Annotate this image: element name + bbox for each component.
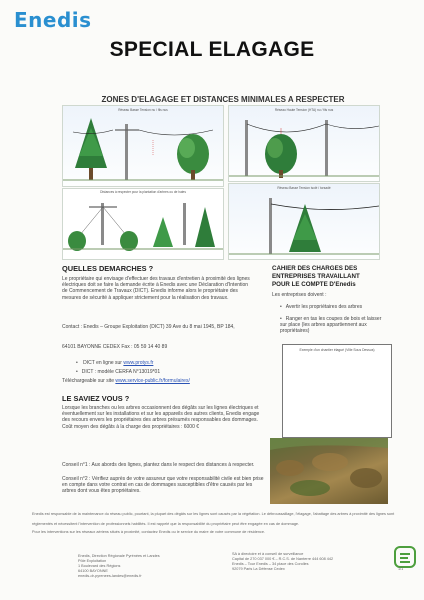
legal-line-3: Pour les interventions sur les réseaux aériens situés à proximité, contactez Enedis ou le service du maire de votre commune de résidence. — [32, 530, 265, 534]
panel-caption: Réseau Basse Tension isolé / torsadé — [277, 186, 331, 190]
footer-right-line: SA à directoire et à conseil de surveillance — [232, 552, 304, 556]
enedis-emblem-icon — [394, 546, 416, 568]
footer-right-line: Capital de 270 037 000 € – R.C.S. de Nanterre 444 608 442 — [232, 557, 334, 561]
panel-caption: Distances à respecter pour la plantation d'arbres ou de haies — [100, 190, 186, 194]
cahier-heading-1: CAHIER DES CHARGES DES — [272, 265, 358, 272]
service-public-link[interactable]: www.service-public.fr/formulaires/ — [115, 378, 190, 384]
photo-example-box — [282, 344, 392, 438]
page-title: SPECIAL ELAGAGE — [109, 38, 315, 61]
page-number: 1/1 — [398, 567, 404, 571]
dict-online-line — [76, 360, 256, 366]
enedis-logo: Enedis — [14, 8, 92, 32]
footer-left-line: Pôle Exploitation — [78, 559, 107, 563]
pole-icon — [101, 203, 104, 245]
tree-pole-illustration — [63, 106, 223, 186]
diagram-panel-low-voltage-insulated — [228, 183, 380, 260]
photo-texture — [270, 438, 388, 504]
footer-left-line: Enedis, Direction Régionale Pyrénées et Landes — [78, 554, 160, 558]
diagram-panel-planting-distances — [62, 188, 224, 260]
pruned-branches-photo — [270, 438, 388, 504]
legal-line-2: réglementés et nécessitent l'intervention de professionnels habilités. Il est rappelé que la responsabilité du propriétaire peut être engagée en cas de dommage. — [32, 522, 300, 526]
footer-left-line: enedis-dr-pyrenees-landes@enedis.fr — [78, 574, 142, 578]
pole-icon — [183, 203, 186, 245]
contact-line-1: Contact : Enedis – Groupe Exploitation (DICT) 39 Ave du 8 mai 1945, BP 184, — [62, 324, 235, 330]
dict-online-label: DICT en ligne sur — [83, 360, 122, 366]
pole-icon — [269, 198, 272, 254]
footer-right-line: Enedis – Tour Enedis – 34 place des Corolles — [232, 562, 309, 566]
download-line — [62, 378, 262, 384]
tree-pole-illustration — [229, 184, 379, 259]
footer-left-line: 64100 BAYONNE — [78, 569, 108, 573]
pine-tree-icon — [289, 204, 321, 252]
round-tree-icon — [177, 134, 209, 180]
cahier-intro: Les entreprises doivent : — [272, 292, 327, 298]
emblem-shape — [396, 548, 414, 566]
diagram-panel-high-voltage-bare — [228, 105, 380, 182]
panel-caption: Réseau Basse Tension nu / fils nus — [118, 108, 168, 112]
diagram-panel-low-voltage-bare — [62, 105, 224, 187]
tree-pole-illustration — [63, 189, 223, 259]
footer-left — [78, 554, 228, 579]
diagram-title: ZONES D'ELAGAGE ET DISTANCES MINIMALES A RESPECTER — [101, 95, 345, 104]
conseil-1: Conseil n°1 : Aux abords des lignes, plantez dans le respect des distances à respecter. — [62, 462, 255, 468]
contact-line-2: 64101 BAYONNE CEDEX Fax : 05 59 14 40 89 — [62, 344, 168, 350]
protys-link[interactable]: www.protys.fr — [123, 360, 154, 366]
saviez-heading: LE SAVIEZ VOUS ? — [62, 394, 130, 403]
saviez-paragraph: Lorsque les branches ou les arbres occasionnent des dégâts sur les lignes électriques et éventuellement sur les installations et sur les appareils des autres clients, Enedis engage des recours envers les propriétaires des arbres présumés responsables des dommages. Coût moyen des dégâts à la charge des propriétaires : 6000 € — [62, 405, 260, 430]
pine-tree-icon — [75, 118, 107, 180]
cahier-heading-2: ENTREPRISES TRAVAILLANT — [272, 273, 360, 280]
footer-right — [232, 552, 392, 572]
cahier-bullet-2: • Ranger en tas les coupes de bois et laisser sur place (les arbres appartiennent aux propriétaires) — [280, 316, 384, 335]
panel-caption: Réseau Haute Tension (HTA) nu / fils nus — [274, 108, 334, 112]
legal-line-1: Enedis est responsable de la maintenance du réseau public, pourtant, la plupart des dégâts sur les lignes sont causés par la végétation. Le débroussaillage, l'élagage, l'abattage des arbres à proximité des lignes sont — [32, 512, 395, 516]
photo-caption: Exemple d'un chantier élagué (Ville Sous Dessus) — [299, 348, 375, 352]
demarches-heading: QUELLES DEMARCHES ? — [62, 264, 154, 273]
demarches-paragraph: Le propriétaire qui envisage d'effectuer des travaux d'entretien à proximité des lignes électriques doit se faire la demande écrite à Enedis avec une Déclaration d'Intention de Commencement de Travaux (DICT). Enedis informe alors le propriétaire des mesures de sécurité à appliquer strictement pour la réalisation des travaux. — [62, 276, 250, 301]
footer-right-line: 92079 Paris La Défense Cedex — [232, 567, 285, 571]
conseil-2: Conseil n°2 : Vérifiez auprès de votre assureur que votre responsabilité civile est bien prise en compte dans votre contrat en cas de dommages susceptibles d'être causés par les arbres dont vous êtes propriétaires. — [62, 476, 264, 495]
download-label: Téléchargeable sur site — [62, 378, 114, 384]
cahier-heading-3: POUR LE COMPTE D'Enedis — [272, 281, 356, 288]
round-tree-icon — [265, 134, 297, 178]
pole-icon — [245, 120, 248, 176]
pole-icon — [125, 124, 128, 180]
tree-pole-illustration — [229, 106, 379, 181]
pole-icon — [325, 120, 328, 176]
dict-form-line: • DICT : modèle CERFA N°13019*01 — [76, 369, 256, 375]
footer-left-line: 1 Boulevard des Régions — [78, 564, 121, 568]
cahier-bullet-1: • Avertir les propriétaires des arbres — [280, 304, 390, 310]
